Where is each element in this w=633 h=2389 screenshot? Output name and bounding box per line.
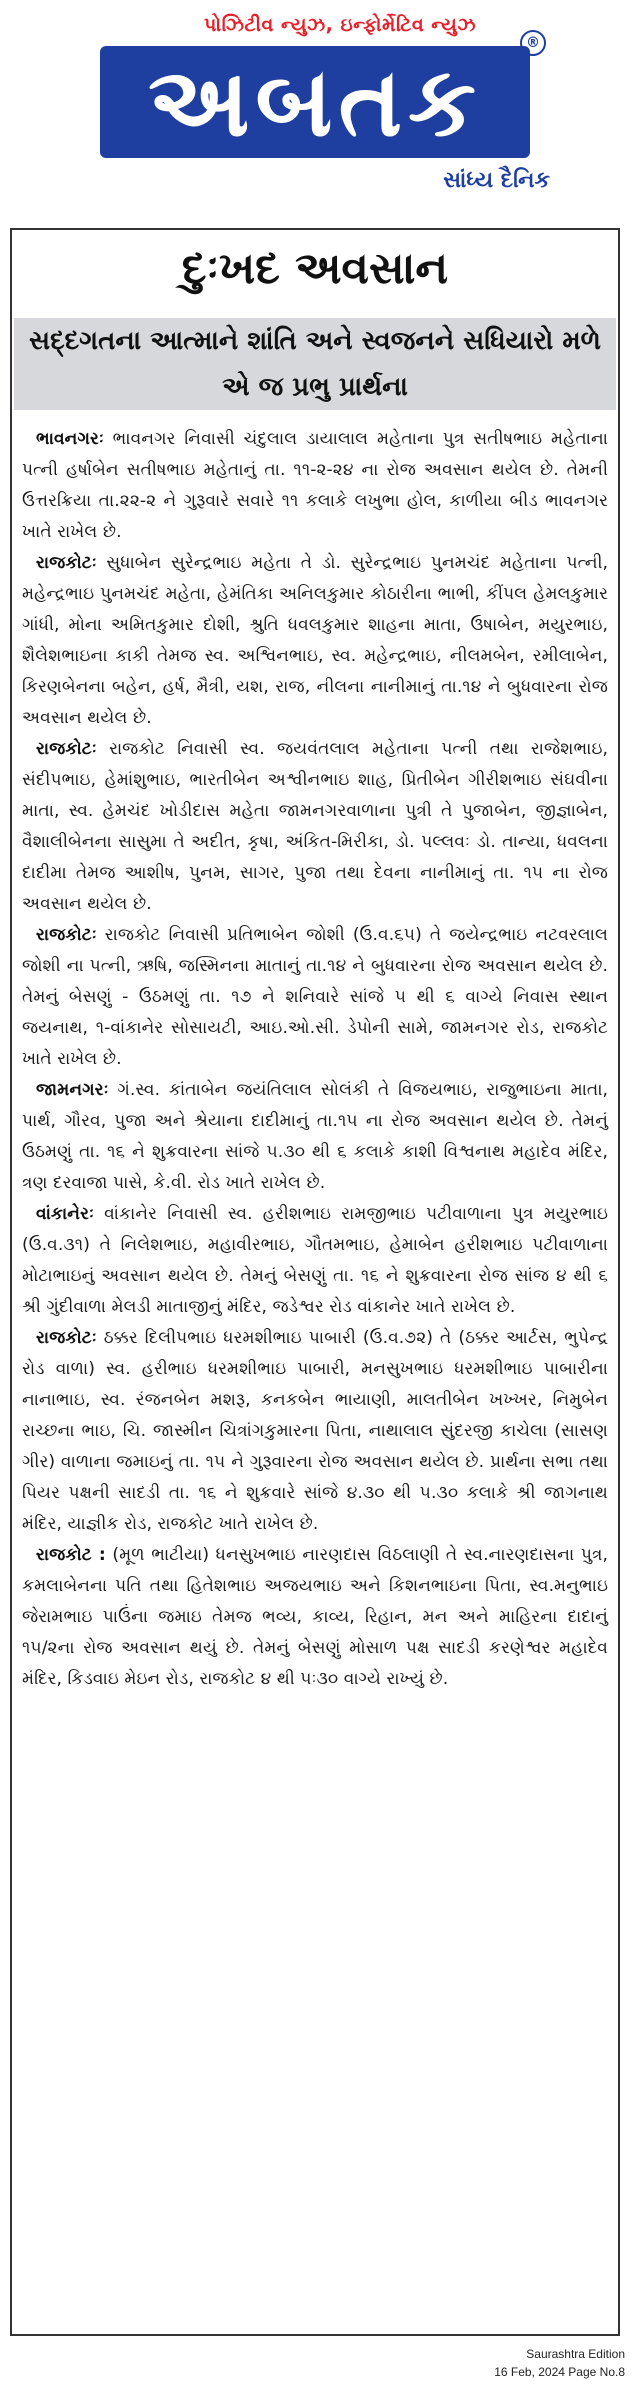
obituary-place: રાજકોટઃ [36,739,97,759]
page-title: દુઃખદ અવસાન [181,243,449,294]
obituary-entry [22,734,608,920]
obituary-entry [22,424,608,548]
masthead-tagline: પોઝિટીવ ન્યુઝ, ઇન્ફોર્મેટિવ ન્યુઝ [204,14,476,36]
edition-footer [494,2345,625,2381]
obituary-entry [22,1540,608,1695]
footer-edition: Saurashtra Edition [526,2347,625,2361]
obituary-text: ભાવનગર નિવાસી ચંદુલાલ ડાયાલાલ મહેતાના પુત્ર સતીષભાઇ મહેતાના પત્ની હર્ષાબેન સતીષભાઇ મહેતાનું તા. ૧૧-૨-૨૪ ના રોજ અવસાન થયેલ છે. તેમની ઉત્તરક્રિયા તા.૨૨-૨ ને ગુરૂવારે સવારે ૧૧ કલાકે લખુભા હોલ, કાળીયા બીડ ભાવનગર ખાતે રાખેલ છે. [22,429,608,542]
obituary-list [22,424,608,1695]
obituary-place: વાંકાનેરઃ [36,1204,94,1224]
obituary-text: રાજકોટ નિવાસી સ્વ. જયવંતલાલ મહેતાના પત્ની તથા રાજેશભાઇ, સંદીપભાઇ, હેમાંશુભાઇ, ભારતીબેન અશ્વીનભાઇ શાહ, પ્રિતીબેન ગીરીશભાઇ સંઘવીના માતા, સ્વ. હેમચંદ ખોડીદાસ મહેતા જામનગરવાળાના પુત્રી તે પુજાબેન, જીજ્ઞાબેન, વૈશાલીબેનના સાસુમા તે અદીત, કૃષા, અંકિત-મિરીકા, ડો. પલ્લવઃ ડો. તાન્યા, ધવલના દાદીમા તેમજ આશીષ, પુનમ, સાગર, પુજા તથા દેવના નાનીમાનું તા. ૧૫ ના રોજ અવસાન થયેલ છે. [22,739,608,914]
obituary-text: ગં.સ્વ. કાંતાબેન જયંતિલાલ સોલંકી તે વિજયભાઇ, રાજુભાઇના માતા, પાર્થ, ગૌરવ, પુજા અને શ્રેયાના દાદીમાનું તા.૧૫ ના રોજ અવસાન થયેલ છે. તેમનું ઉઠમણું તા. ૧૬ ને શુક્રવારના સાંજે ૫.૩૦ થી ૬ કલાકે કાશી વિશ્વનાથ મહાદેવ મંદિર, ત્રણ દરવાજા પાસે, કે.વી. રોડ ખાતે રાખેલ છે. [22,1080,608,1193]
edition-label: સાંધ્ય દૈનિક [443,168,550,193]
registered-mark-icon: ® [520,30,546,56]
masthead [0,0,633,226]
obituary-place: જામનગરઃ [36,1080,109,1100]
obituary-text: (મૂળ ભાટીયા) ધનસુખભાઇ નારણદાસ વિઠલાણી તે સ્વ.નારણદાસના પુત્ર, કમલાબેનના પતિ તથા હિતેશભાઇ અજયભાઇ અને કિશનભાઇના પિતા, સ્વ.મનુભાઇ જેરામભાઇ પાઉંના જમાઇ તેમજ ભવ્ય, કાવ્ય, રિહાન, મન અને માહિરના દાદાનું ૧૫/૨ના રોજ અવસાન થયું છે. તેમનું બેસણું મોસાળ પક્ષ સાદડી કરણેશ્વર મહાદેવ મંદિર, કિડવાઇ મેઇન રોડ, રાજકોટ ૪ થી ૫ઃ૩૦ વાગ્યે રાખ્યું છે. [22,1545,609,1689]
obituary-place: રાજકોટ : [36,1545,106,1565]
obituary-text: રાજકોટ નિવાસી પ્રતિભાબેન જોશી (ઉ.વ.૬૫) તે જયેન્દ્રભાઇ નટવરલાલ જોશી ના પત્ની, ઋષિ, જસ્મિનના માતાનું તા.૧૪ ને બુધવારના રોજ અવસાન થયેલ છે. તેમનું બેસણું - ઉઠમણું તા. ૧૭ ને શનિવારે સાંજે ૫ થી ૬ વાગ્યે નિવાસ સ્થાન જયનાથ, ૧-વાંકાનેર સોસાયટી, આઇ.ઓ.સી. ડેપોની સામે, જામનગર રોડ, રાજકોટ ખાતે રાખેલ છે. [22,925,608,1069]
obituary-place: રાજકોટઃ [36,925,97,945]
obituary-entry [22,548,608,734]
obituary-entry [22,1075,608,1199]
obituary-text: સુધાબેન સુરેન્દ્રભાઇ મહેતા તે ડો. સુરેન્દ્રભાઇ પુનમચંદ મહેતાના પત્ની, મહેન્દ્રભાઇ પુનમચંદ મહેતા, હેમંતિકા અનિલકુમાર કોઠારીના ભાભી, કીંપલ હેમલકુમાર ગાંધી, મોના અમિતકુમાર દોશી, શ્રુતિ ધવલકુમાર શાહના માતા, ઉષાબેન, મયુરભાઇ, શૈલેશભાઇના કાકી તેમજ સ્વ. અશ્વિનભાઇ, સ્વ. મહેન્દ્રભાઇ, નીલમબેન, રમીલાબેન, કિરણબેનના બહેન, હર્ષ, મૈત્રી, યશ, રાજ, નીલના નાનીમાનું તા.૧૪ ને બુધવારના રોજ અવસાન થયેલ છે. [22,553,608,728]
obituary-place: રાજકોટઃ [36,553,97,573]
obituary-place: ભાવનગરઃ [36,429,104,449]
obituary-text: ઠક્કર દિલીપભાઇ ધરમશીભાઇ પાબારી (ઉ.વ.૭૨) તે (ઠક્કર આર્ટસ, ભુપેન્દ્ર રોડ વાળા) સ્વ. હરીભાઇ ધરમશીભાઇ પાબારી, મનસુખભાઇ ધરમશીભાઇ પાબારીના નાનાભાઇ, સ્વ. રંજનબેન મશરૂ, કનકબેન ભાયાણી, માલતીબેન ખખ્ખર, નિમુબેન રાચ્છના ભાઇ, ચિ. જાસ્મીન ચિત્રાંગકુમારના પિતા, નાથાલાલ સુંદરજી કાચેલા (સાસણ ગીર) વાળાના જમાઇનું તા. ૧૫ ને ગુરૂવારના રોજ અવસાન થયેલ છે. પ્રાર્થના સભા તથા પિયર પક્ષની સાદડી તા. ૧૬ ને શુક્રવારે સાંજે ૪.૩૦ થી ૫.૩૦ કલાકે શ્રી જાગનાથ મંદિર, યાજ્ઞીક રોડ, રાજકોટ ખાતે રાખેલ છે. [22,1328,608,1534]
page-subtitle: સદ્દગતના આત્માને શાંતિ અને સ્વજનને સધિયારો મળે એ જ પ્રભુ પ્રાર્થના [14,318,616,410]
obituary-place: રાજકોટઃ [36,1328,97,1348]
obituary-text: વાંકાનેર નિવાસી સ્વ. હરીશભાઇ રામજીભાઇ પટીવાળાના પુત્ર મયુરભાઇ (ઉ.વ.૩૧) તે નિલેશભાઇ, મહાવીરભાઇ, ગૌતમભાઇ, હેમાબેન હરીશભાઇ પટીવાળાના મોટાભાઇનું અવસાન થયેલ છે. તેમનું બેસણું તા. ૧૬ ને શુક્રવારના રોજ સાંજ ૪ થી ૬ શ્રી ગુંદીવાળા મેલડી માતાજીનું મંદિર, જડેશ્વર રોડ વાંકાનેર ખાતે રાખેલ છે. [22,1204,608,1317]
obituary-entry [22,920,608,1075]
obituary-entry [22,1199,608,1323]
obituary-entry [22,1323,608,1540]
abtak-logo: અબતક [100,46,530,158]
footer-date-page: 16 Feb, 2024 Page No.8 [494,2365,625,2379]
